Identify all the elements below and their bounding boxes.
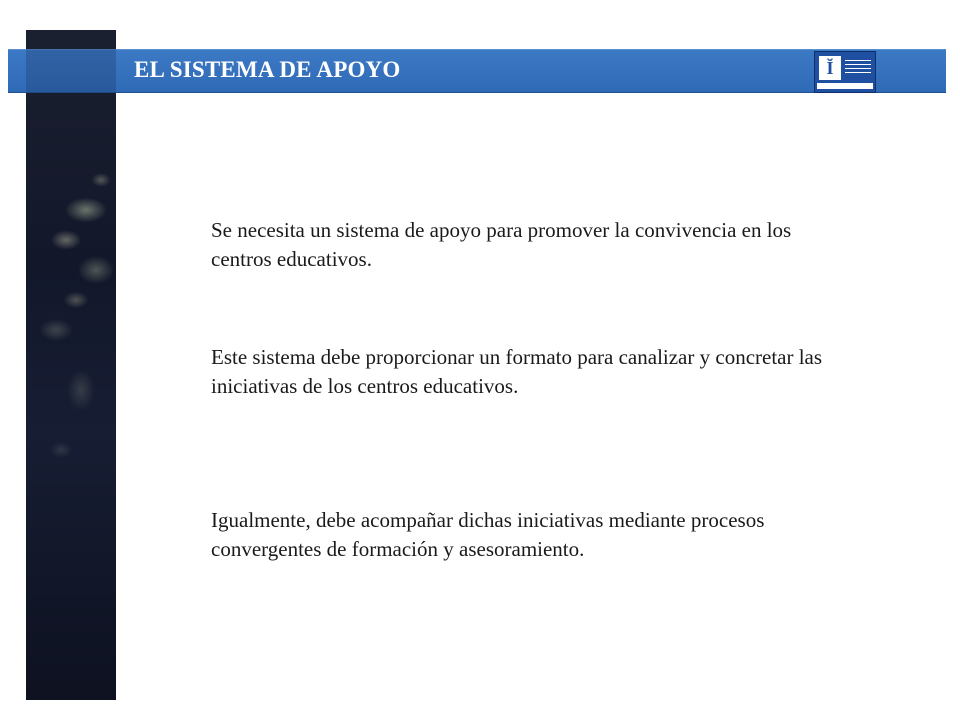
- emblem-caption-mark: [817, 83, 873, 89]
- emblem-shield-icon: Ĭ: [819, 56, 841, 80]
- paragraph-support-system: Se necesita un sistema de apoyo para promover la convivencia en los centros educativos.: [211, 218, 792, 271]
- paragraph-format: Este sistema debe proporcionar un formato para canalizar y concretar las iniciativas de los centros educativos.: [211, 345, 823, 398]
- night-map-strip: [26, 30, 116, 700]
- slide-title: EL SISTEMA DE APOYO: [134, 57, 401, 82]
- emblem-lines: [845, 60, 871, 74]
- paragraph-training: Igualmente, debe acompañar dichas iniciativas mediante procesos convergentes de formación y asesoramiento.: [211, 508, 765, 561]
- regional-government-emblem-icon: [814, 51, 876, 93]
- title-bar-strip-overlap: [26, 49, 116, 93]
